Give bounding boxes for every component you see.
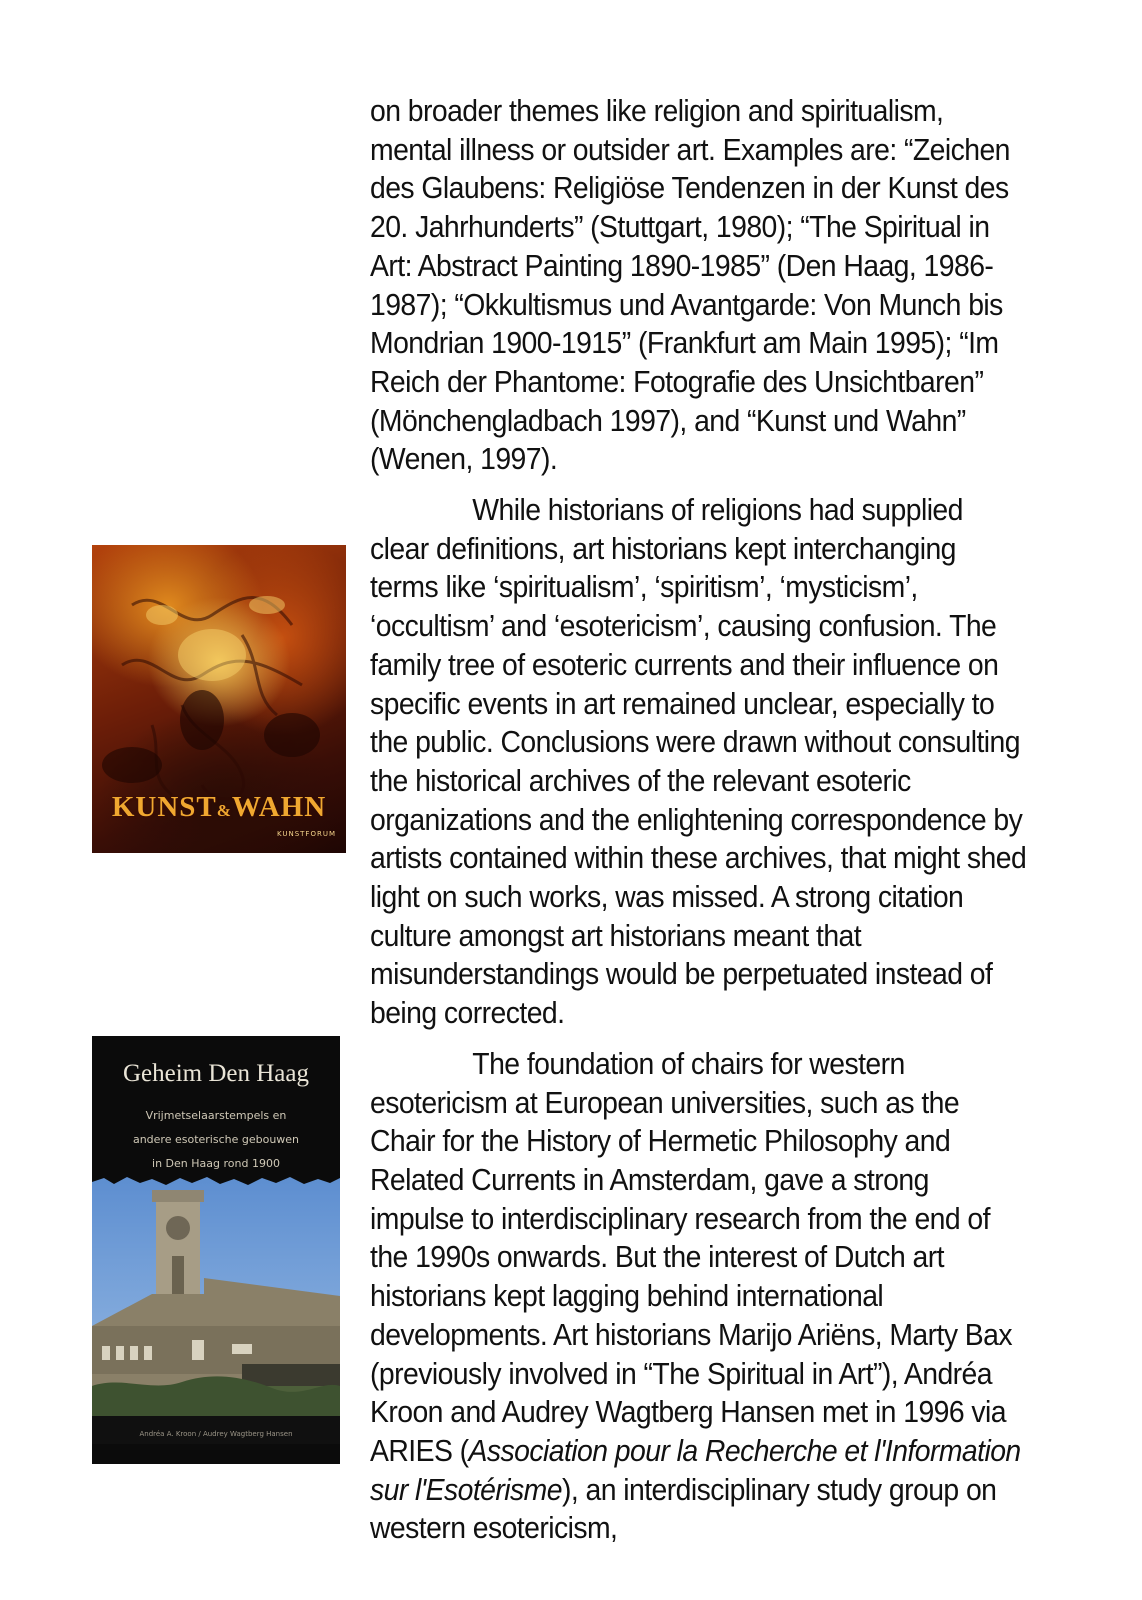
kunst-cover-title: KUNST&WAHN [111, 791, 327, 823]
haag-sub-line: in Den Haag rond 1900 [152, 1157, 280, 1170]
paragraph-research-text: The foundation of chairs for western esotericism at European universities, such as the Chair for the History of Hermetic Philosophy and Related Currents in Amsterdam, gave a strong impulse to interdisciplinary research from the end of the 1990s onwards. But the interest of Dutch art historians kept lagging behind international developments. Art historians Marijo Ariëns, Marty Bax (previously involved in “The Spiritual in Art”), Andréa Kroon and Audrey Wagtberg Hansen met in 1996 via ARIES ( [370, 1046, 1013, 1468]
aries-full-name: Association pour la Recherche et l'Information sur l'Esotérisme [370, 1433, 1021, 1507]
geheim-den-haag-cover-image [92, 1036, 340, 1464]
kunst-und-wahn-cover-image [92, 545, 346, 853]
haag-sub-line: andere esoterische gebouwen [132, 1133, 300, 1146]
paragraph-terminology: While historians of religions had supplied clear definitions, art historians kept interchanging terms like ‘spiritualism’, ‘spiritism’, ‘mysticism’, ‘occultism’ and ‘esotericism’, causing confusion. The family tree of esoteric currents and their influence on specific events in art remained unclear, especially to the public. Conclusions were drawn without consulting the historical archives of the relevant esoteric organizations and the enlightening correspondence by artists contained within these archives, that might shed light on such works, was missed. A strong citation culture amongst art historians meant that misunderstandings would be perpetuated instead of being corrected. [370, 493, 1027, 1031]
kunst-cover-publisher: KUNSTFORUM [276, 830, 336, 838]
paragraph-research [370, 1045, 1027, 1548]
article-text [370, 92, 1027, 1560]
haag-sub-line: Vrijmetselaarstempels en [145, 1109, 287, 1122]
haag-cover-subtitle [112, 1104, 320, 1176]
paragraph-exhibitions: on broader themes like religion and spiritualism, mental illness or outsider art. Examples are: “Zeichen des Glaubens: Religiöse Tendenzen in der Kunst des 20. Jahrhunderts” (Stuttgart, 1980); “The Spiritual in Art: Abstract Painting 1890-1985” (Den Haag, 1986-1987); “Okkultismus und Avantgarde: Von Munch bis Mondrian 1900-1915” (Frankfurt am Main 1995); “Im Reich der Phantome: Fotografie des Unsichtbaren” (Mönchengladbach 1997), and “Kunst und Wahn” (Wenen, 1997). [370, 94, 1010, 477]
haag-cover-title: Geheim Den Haag [122, 1060, 310, 1087]
haag-cover-authors: Andréa A. Kroon / Audrey Wagtberg Hansen [139, 1430, 293, 1438]
building-photo [92, 1176, 340, 1444]
paragraph-research-text-end: ), an interdisciplinary study group on western esotericism, [370, 1472, 997, 1546]
